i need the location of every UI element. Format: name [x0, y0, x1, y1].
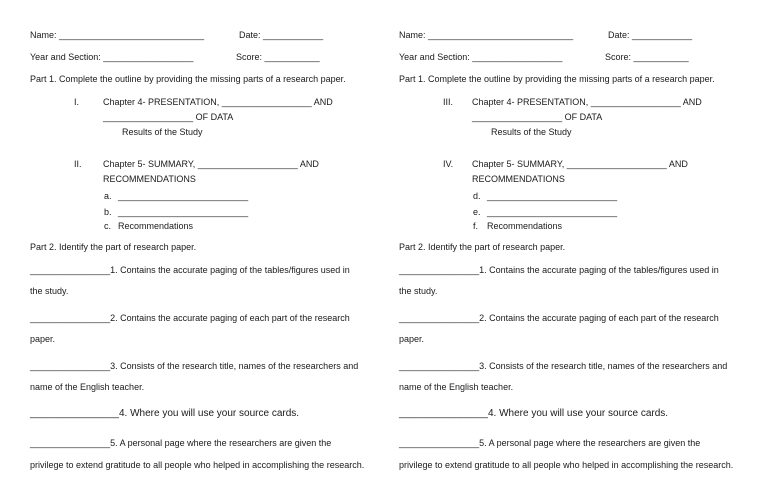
name-field: Name: _____________________________ — [30, 30, 205, 40]
name-field: Name: _____________________________ — [399, 30, 574, 40]
question-line: ________________5. A personal page where the researchers are given the — [30, 438, 332, 448]
question-line: ________________5. A personal page where the researchers are given the — [399, 438, 701, 448]
outline-line: Chapter 4- PRESENTATION, __________________ AND — [103, 97, 333, 107]
worksheet-right — [399, 0, 768, 503]
date-field: Date: ____________ — [239, 30, 324, 40]
question-line: ________________1. Contains the accurate paging of the tables/figures used in — [399, 265, 719, 275]
year-section-field: Year and Section: __________________ — [30, 52, 194, 62]
year-section-field: Year and Section: __________________ — [399, 52, 563, 62]
outline-sub-item: Recommendations — [118, 221, 194, 231]
question-line: the study. — [30, 286, 69, 296]
outline-sub-item: Results of the Study — [491, 127, 572, 137]
part1-instruction: Part 1. Complete the outline by providing the missing parts of a research paper. — [30, 74, 346, 84]
outline-line: RECOMMENDATIONS — [103, 174, 196, 184]
date-field: Date: ____________ — [608, 30, 693, 40]
question-line: ________________4. Where you will use your source cards. — [30, 408, 300, 419]
question-line: ________________4. Where you will use your source cards. — [399, 408, 669, 419]
outline-sub-marker: f. — [473, 221, 479, 231]
outline-line: __________________ OF DATA — [103, 112, 234, 122]
question-line: name of the English teacher. — [30, 382, 145, 392]
outline-sub-item: Results of the Study — [122, 127, 203, 137]
outline-sub-item: __________________________ — [487, 191, 618, 201]
question-line: ________________1. Contains the accurate paging of the tables/figures used in — [30, 265, 350, 275]
question-line: the study. — [399, 286, 438, 296]
outline-sub-item: Recommendations — [487, 221, 563, 231]
question-line: paper. — [30, 334, 56, 344]
question-line: privilege to extend gratitude to all people who helped in accomplishing the research. — [399, 460, 734, 470]
part2-instruction: Part 2. Identify the part of research paper. — [399, 242, 566, 252]
outline-sub-item: __________________________ — [487, 207, 618, 217]
question-line: ________________2. Contains the accurate paging of each part of the research — [30, 313, 350, 323]
worksheet-left — [30, 0, 400, 503]
outline-line: Chapter 4- PRESENTATION, __________________ AND — [472, 97, 702, 107]
question-line: ________________3. Consists of the research title, names of the researchers and — [399, 361, 728, 371]
outline-sub-item: __________________________ — [118, 207, 249, 217]
question-line: paper. — [399, 334, 425, 344]
question-line: ________________2. Contains the accurate paging of each part of the research — [399, 313, 719, 323]
outline-sub-marker: e. — [473, 207, 481, 217]
outline-sub-marker: c. — [104, 221, 112, 231]
outline-sub-marker: b. — [104, 207, 112, 217]
outline-sub-marker: a. — [104, 191, 112, 201]
outline-line: Chapter 5- SUMMARY, ____________________ AND — [472, 159, 688, 169]
score-field: Score: ___________ — [605, 52, 689, 62]
part2-instruction: Part 2. Identify the part of research paper. — [30, 242, 197, 252]
outline-numeral: II. — [74, 159, 82, 169]
outline-sub-marker: d. — [473, 191, 481, 201]
part1-instruction: Part 1. Complete the outline by providing the missing parts of a research paper. — [399, 74, 715, 84]
question-line: ________________3. Consists of the research title, names of the researchers and — [30, 361, 359, 371]
question-line: name of the English teacher. — [399, 382, 514, 392]
outline-line: __________________ OF DATA — [472, 112, 603, 122]
outline-line: RECOMMENDATIONS — [472, 174, 565, 184]
outline-numeral: III. — [443, 97, 454, 107]
outline-sub-item: __________________________ — [118, 191, 249, 201]
outline-numeral: I. — [74, 97, 80, 107]
outline-numeral: IV. — [443, 159, 454, 169]
outline-line: Chapter 5- SUMMARY, ____________________ AND — [103, 159, 319, 169]
score-field: Score: ___________ — [236, 52, 320, 62]
question-line: privilege to extend gratitude to all people who helped in accomplishing the research. — [30, 460, 365, 470]
